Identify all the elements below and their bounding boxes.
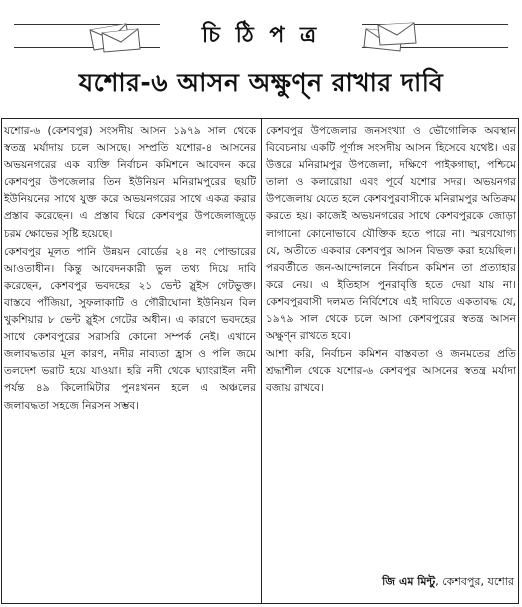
envelope-icon	[84, 20, 144, 54]
article-paragraph: কেশবপুর মূলত পানি উন্নয়ন বোর্ডের ২৪ নং পোল্ডারের আওতাধীন। কিন্তু আবেদনকারী ভুল তথ্য দিয়ে দাবি করেছেন, কেশবপুর ভবদহের ২১ ভেন্ট স্লুইস গেটভুক্ত। বাস্তবে পাঁজিয়া, সুফলাকাটি ও গৌরীঘোনা ইউনিয়ন বিল খুকশিয়ার ৮ ভেন্ট স্লুইস গেটের অধীন। এ কারণে ভবদহের সাথে কেশবপুরের সরাসরি কোনো সম্পর্ক নেই। এখানে জলাবদ্ধতার মূল কারণ, নদীর নাব্যতা হ্রাস ও পলি জমে তলদেশ ভরাট হয়ে যাওয়া। হরি নদী থেকে ঘ্যাংরাইল নদী পর্যন্ত ৪৯ কিলোমিটার পুনঃখনন হলে এ অঞ্চলের জলাবদ্ধতা সহজে নিরসন সম্ভব।	[4, 245, 256, 412]
article-column-right	[266, 123, 516, 398]
byline-author: জি এম মিন্টু	[382, 575, 436, 588]
article-headline: যশোর-৬ আসন অক্ষুণ্ন রাখার দাবি	[78, 68, 444, 97]
column-divider	[261, 118, 262, 604]
article-paragraph: আশা করি, নির্বাচন কমিশন বাস্তবতা ও জনমতের প্রতি শ্রদ্ধাশীল থেকে যশোর-৬ কেশবপুর আসনের স্বতন্ত্র মর্যাদা বজায় রাখবে।	[266, 348, 516, 395]
article-paragraph: কেশবপুর উপজেলার জনসংখ্যা ও ভৌগোলিক অবস্থান বিবেচনায় একটি পূর্ণাঙ্গ সংসদীয় আসন হিসেবে যথেষ্ট। এর উত্তরে মনিরামপুর উপজেলা, দক্ষিণে পাইকগাছা, পশ্চিমে তালা ও কলারোয়া এবং পূর্বে যশোর সদর। অভয়নগর উপজেলায় যেতে হলে কেশবপুরবাসীকে মনিরামপুর অতিক্রম করতে হয়। কাজেই অভয়নগরের সাথে কেশবপুরকে জোড়া লাগানো কোনোভাবে যৌক্তিক হতে পারে না। স্মরণযোগ্য যে, অতীতে একবার কেশবপুর আসন বিভক্ত করা হয়েছিল। পরবর্তীতে জন-আন্দোলনে নির্বাচন কমিশন তা প্রত্যাহার করে নেয়। এ ইতিহাস পুনরাবৃত্তি হতে দেয়া যায় না। কেশবপুরবাসী দলমত নির্বিশেষে এই দাবিতে একতাবদ্ধ যে, ১৯৭৯ সাল থেকে চলে আসা কেশবপুরের স্বতন্ত্র আসন অক্ষুণ্ন রাখতে হবে।	[266, 125, 516, 343]
byline-location: , কেশবপুর, যশোর	[435, 575, 514, 588]
article-column-left	[4, 123, 256, 415]
byline	[300, 574, 514, 590]
section-title: চি ঠি প ত্র	[160, 22, 362, 49]
section-header	[0, 0, 522, 97]
article-paragraph: যশোর-৬ (কেশবপুর) সংসদীয় আসন ১৯৭৯ সাল থেকে স্বতন্ত্র মর্যাদায় চলে আসছে। সম্প্রতি যশোর-৪ আসনের অভয়নগরের এক ব্যক্তি নির্বাচন কমিশনে আবেদন করে কেশবপুর উপজেলার তিন ইউনিয়ন মনিরামপুরের ছয়টি ইউনিয়নের সাথে যুক্ত করে অভয়নগরের সাথে একত্র করার প্রস্তাব করেছেন। এ প্রস্তাব ঘিরে কেশবপুর উপজেলাজুড়ে চরম ক্ষোভের সৃষ্টি হয়েছে।	[4, 125, 256, 240]
envelope-icon	[362, 20, 422, 54]
